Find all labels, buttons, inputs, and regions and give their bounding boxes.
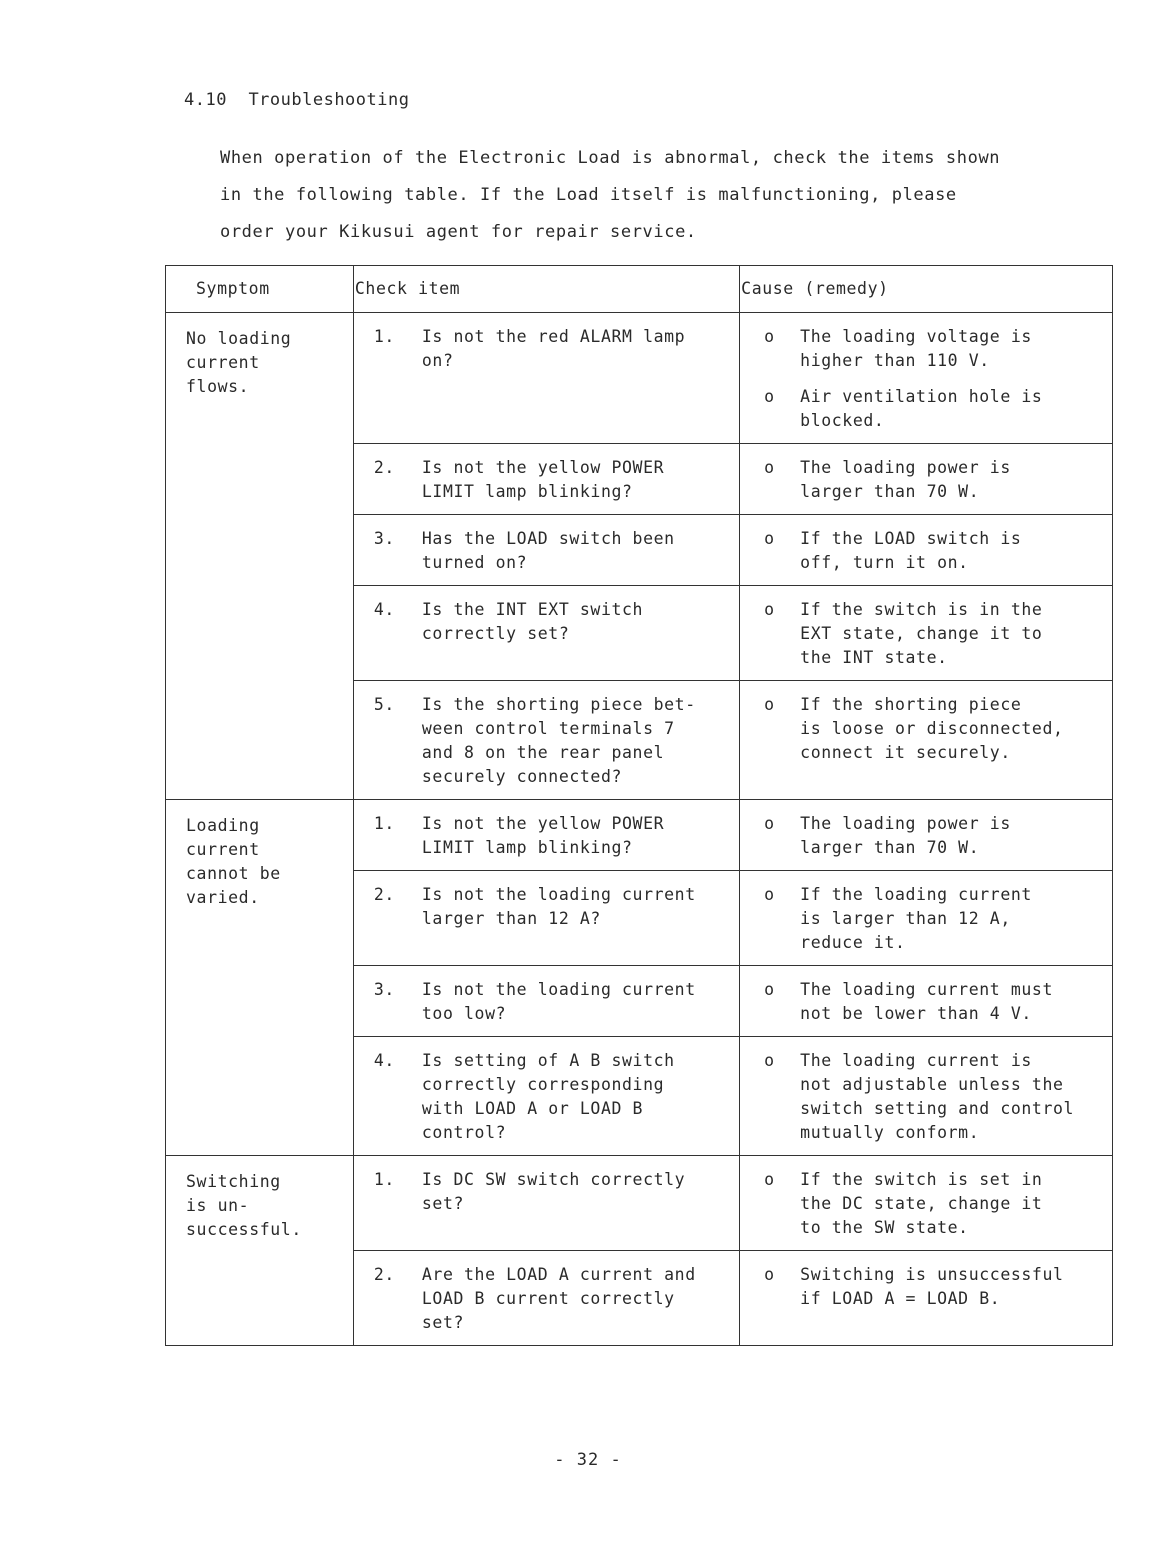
check-item-number: 1. [373, 327, 395, 346]
check-item-number: 4. [373, 1051, 395, 1070]
table-row [166, 1156, 1113, 1251]
check-item-line: Is not the loading current [421, 980, 696, 999]
check-item-cell [353, 586, 739, 681]
cause-line: switch setting and control [800, 1099, 1075, 1118]
check-item-cell [353, 871, 739, 966]
check-item-cell [353, 515, 739, 586]
check-item [374, 456, 733, 504]
troubleshooting-table [165, 265, 1113, 1346]
check-item-number: 2. [373, 458, 395, 477]
bullet-marker: o [764, 387, 775, 406]
check-item [374, 1049, 733, 1145]
cause-line: The loading voltage is [800, 327, 1032, 346]
cause-line: the INT state. [800, 648, 948, 667]
symptom-line: successful. [186, 1220, 302, 1239]
cause-line: If the LOAD switch is [800, 529, 1022, 548]
check-item-line: turned on? [421, 553, 528, 572]
check-item-line: ween control terminals 7 [421, 719, 675, 738]
page-number: - 32 - [554, 1450, 622, 1470]
check-item-line: Is DC SW switch correctly [421, 1170, 686, 1189]
header-cause: Cause (remedy) [740, 266, 1113, 313]
bullet-marker: o [764, 327, 775, 346]
cause-line: not be lower than 4 V. [800, 1004, 1032, 1023]
cause-line: If the switch is in the [800, 600, 1043, 619]
check-item-text [422, 1049, 733, 1145]
check-item-line: too low? [421, 1004, 507, 1023]
symptom-line: flows. [186, 377, 250, 396]
check-item-cell [353, 1156, 739, 1251]
check-item [374, 1168, 733, 1216]
cause-line: The loading power is [800, 458, 1011, 477]
cause-item [764, 527, 1106, 575]
check-item-number: 2. [373, 885, 395, 904]
cause-line: larger than 70 W. [800, 838, 980, 857]
cause-cell [740, 1156, 1113, 1251]
cause-cell [740, 515, 1113, 586]
section-title: Troubleshooting [248, 90, 410, 110]
check-item-text [422, 598, 733, 646]
cause-cell [740, 681, 1113, 800]
check-item-text [422, 812, 733, 860]
check-item [374, 598, 733, 646]
check-item [374, 978, 733, 1026]
check-item-line: correctly corresponding [421, 1075, 665, 1094]
check-item-text [422, 527, 733, 575]
cause-item [764, 1049, 1106, 1145]
symptom-line: cannot be [186, 864, 281, 883]
check-item-number: 4. [373, 600, 395, 619]
cause-text [800, 1049, 1106, 1145]
symptom-cell [166, 313, 354, 800]
intro-line: in the following table. If the Load itself is malfunctioning, please [220, 185, 957, 205]
cause-line: The loading current must [800, 980, 1053, 999]
section-number: 4.10 [184, 90, 227, 110]
check-item-cell [353, 1037, 739, 1156]
symptom-line: varied. [186, 888, 260, 907]
bullet-marker: o [764, 458, 775, 477]
check-item [374, 325, 733, 373]
cause-line: if LOAD A = LOAD B. [800, 1289, 1001, 1308]
bullet-marker: o [764, 600, 775, 619]
check-item [374, 693, 733, 789]
cause-text [800, 883, 1106, 955]
check-item-number: 1. [373, 1170, 395, 1189]
cause-item [764, 812, 1106, 860]
check-item-text [422, 883, 733, 931]
cause-line: the DC state, change it [800, 1194, 1043, 1213]
check-item [374, 1263, 733, 1335]
symptom-cell [166, 1156, 354, 1346]
cause-line: Switching is unsuccessful [800, 1265, 1064, 1284]
check-item [374, 883, 733, 931]
cause-line: blocked. [800, 411, 885, 430]
cause-cell [740, 1251, 1113, 1346]
check-item-text [422, 1168, 733, 1216]
intro-paragraph [220, 140, 1100, 251]
bullet-marker: o [764, 529, 775, 548]
check-item-number: 2. [373, 1265, 395, 1284]
cause-text [800, 325, 1106, 373]
check-item-line: on? [421, 351, 454, 370]
cause-item [764, 325, 1106, 373]
cause-item [764, 693, 1106, 765]
check-item-text [422, 693, 733, 789]
bullet-marker: o [764, 1265, 775, 1284]
intro-line: When operation of the Electronic Load is abnormal, check the items shown [220, 148, 1001, 168]
bullet-marker: o [764, 1170, 775, 1189]
cause-cell [740, 966, 1113, 1037]
table-row [166, 313, 1113, 444]
check-item-text [422, 1263, 733, 1335]
cause-text [800, 978, 1106, 1026]
check-item [374, 527, 733, 575]
cause-item [764, 456, 1106, 504]
check-item-line: larger than 12 A? [421, 909, 601, 928]
symptom-cell [166, 800, 354, 1156]
check-item-line: Is not the red ALARM lamp [421, 327, 686, 346]
cause-line: to the SW state. [800, 1218, 969, 1237]
cause-item [764, 978, 1106, 1026]
check-item-line: Is the shorting piece bet- [421, 695, 696, 714]
table-row [166, 800, 1113, 871]
bullet-marker: o [764, 1051, 775, 1070]
cause-text [800, 385, 1106, 433]
cause-line: The loading power is [800, 814, 1011, 833]
cause-text [800, 527, 1106, 575]
cause-cell [740, 800, 1113, 871]
check-item-line: set? [421, 1194, 465, 1213]
check-item-line: control? [421, 1123, 507, 1142]
check-item-number: 1. [373, 814, 395, 833]
check-item-number: 5. [373, 695, 395, 714]
symptom-line: Switching [186, 1172, 281, 1191]
cause-text [800, 598, 1106, 670]
cause-cell [740, 586, 1113, 681]
symptom-line: Loading [186, 816, 260, 835]
check-item-cell [353, 681, 739, 800]
cause-line: larger than 70 W. [800, 482, 980, 501]
cause-text [800, 812, 1106, 860]
table-header-row [166, 266, 1113, 313]
cause-cell [740, 444, 1113, 515]
cause-cell [740, 871, 1113, 966]
cause-line: If the shorting piece [800, 695, 1022, 714]
header-check-item: Check item [353, 266, 739, 313]
cause-line: is larger than 12 A, [800, 909, 1011, 928]
bullet-marker: o [764, 695, 775, 714]
header-symptom: Symptom [166, 266, 354, 313]
check-item-cell [353, 966, 739, 1037]
check-item-line: Is not the loading current [421, 885, 696, 904]
check-item-cell [353, 1251, 739, 1346]
bullet-marker: o [764, 885, 775, 904]
cause-line: reduce it. [800, 933, 906, 952]
cause-cell [740, 313, 1113, 444]
check-item-line: with LOAD A or LOAD B [421, 1099, 644, 1118]
check-item-line: set? [421, 1313, 465, 1332]
check-item-number: 3. [373, 980, 395, 999]
symptom-line: No loading [186, 329, 292, 348]
check-item-line: correctly set? [421, 624, 570, 643]
cause-line: higher than 110 V. [800, 351, 990, 370]
check-item [374, 812, 733, 860]
cause-item [764, 883, 1106, 955]
cause-line: If the loading current [800, 885, 1032, 904]
symptom-line: is un- [186, 1196, 250, 1215]
cause-cell [740, 1037, 1113, 1156]
check-item-text [422, 325, 733, 373]
cause-line: is loose or disconnected, [800, 719, 1064, 738]
cause-line: The loading current is [800, 1051, 1032, 1070]
check-item-line: Is the INT EXT switch [421, 600, 644, 619]
table-body [166, 313, 1113, 1346]
check-item-line: Is setting of A B switch [421, 1051, 675, 1070]
check-item-text [422, 978, 733, 1026]
cause-line: EXT state, change it to [800, 624, 1043, 643]
check-item-line: and 8 on the rear panel [421, 743, 665, 762]
symptom-line: current [186, 840, 260, 859]
check-item-cell [353, 313, 739, 444]
check-item-line: Has the LOAD switch been [421, 529, 675, 548]
check-item-number: 3. [373, 529, 395, 548]
cause-item [764, 385, 1106, 433]
check-item-line: LOAD B current correctly [421, 1289, 675, 1308]
check-item-line: Are the LOAD A current and [421, 1265, 696, 1284]
cause-item [764, 1263, 1106, 1311]
check-item-line: securely connected? [421, 767, 623, 786]
section-heading [184, 90, 409, 110]
bullet-marker: o [764, 980, 775, 999]
cause-text [800, 1168, 1106, 1240]
check-item-cell [353, 444, 739, 515]
cause-item [764, 598, 1106, 670]
cause-text [800, 693, 1106, 765]
check-item-text [422, 456, 733, 504]
cause-line: mutually conform. [800, 1123, 980, 1142]
cause-line: Air ventilation hole is [800, 387, 1043, 406]
intro-line: order your Kikusui agent for repair service. [220, 222, 697, 242]
cause-text [800, 1263, 1106, 1311]
cause-text [800, 456, 1106, 504]
check-item-cell [353, 800, 739, 871]
check-item-line: Is not the yellow POWER [421, 458, 665, 477]
cause-line: off, turn it on. [800, 553, 969, 572]
bullet-marker: o [764, 814, 775, 833]
symptom-line: current [186, 353, 260, 372]
cause-line: If the switch is set in [800, 1170, 1043, 1189]
check-item-line: LIMIT lamp blinking? [421, 838, 633, 857]
cause-line: connect it securely. [800, 743, 1011, 762]
check-item-line: LIMIT lamp blinking? [421, 482, 633, 501]
cause-item [764, 1168, 1106, 1240]
check-item-line: Is not the yellow POWER [421, 814, 665, 833]
cause-line: not adjustable unless the [800, 1075, 1064, 1094]
